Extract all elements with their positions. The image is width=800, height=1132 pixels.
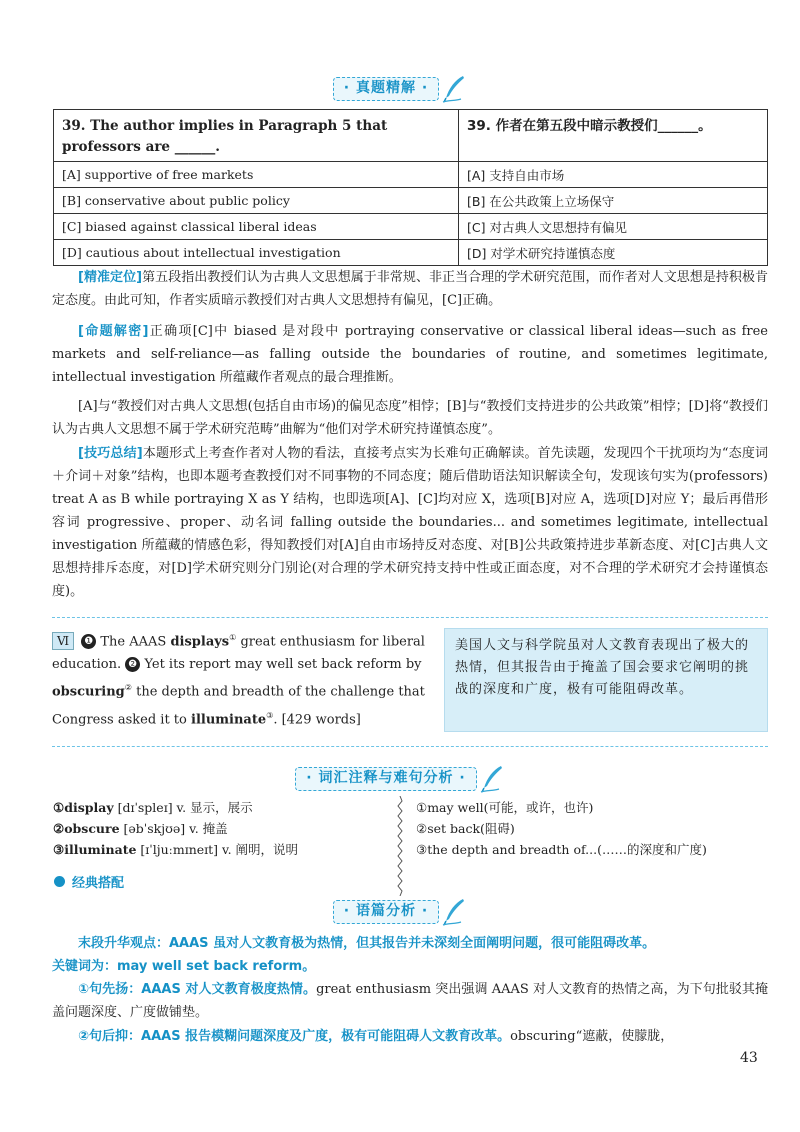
collocation-title: 经典搭配 (72, 876, 125, 891)
quill-icon (441, 74, 467, 104)
sentence-2c: . (273, 711, 278, 727)
sentence-1a: The AAAS (100, 634, 167, 650)
option-a-en: [A] supportive of free markets (54, 162, 459, 188)
quill-icon (479, 764, 505, 794)
collocation-heading (54, 872, 124, 891)
analysis-decode-text: 正确项[C]中 biased 是对段中 portraying conservative or classical liberal ideas—such as free markets and self-reliance—as falling outside the boundaries of routine, and sometimes legitimate, intellectual investigation 所蕴藏作者观点的最合理推断。 (52, 324, 768, 385)
option-b-en: [B] conservative about public policy (54, 188, 459, 214)
vocab-word-display: displays (170, 634, 230, 650)
vocab-definition: [əbˈskjʊə] v. 掩盖 (119, 821, 228, 836)
phrase-item: ①may well(可能，或许，也许) (416, 800, 594, 815)
question-en-stem: 39. The author implies in Paragraph 5 that professors are ______. (54, 110, 459, 162)
discourse-s1-tag: ①句先扬：AAAS 对人文教育极度热情。 (78, 982, 317, 997)
discourse-summary-text: 末段升华观点：AAAS 虽对人文教育极为热情，但其报告并未深刻全面阐明问题，很可能阻碍改革。 (78, 936, 656, 951)
analysis-locate-text: 第五段指出教授们认为古典人文思想属于非常规、非正当合理的学术研究范围，而作者对人文思想是持积极肯定态度。由此可知，作者实质暗示教授们对古典人文思想持有偏见，[C]正确。 (52, 270, 768, 308)
vocab-word-illuminate: illuminate (191, 711, 267, 727)
section-banner-vocab (270, 764, 530, 794)
phrase-item: ③the depth and breadth of...(……的深度和广度) (416, 842, 707, 857)
note-marker-2: ② (124, 683, 132, 693)
analysis-distractors: [A]与“教授们对古典人文思想(包括自由市场)的偏见态度”相悖；[B]与“教授们支持进步的公共政策”相悖；[D]将“教授们认为古典人文思想不属于学术研究范畴”曲解为“他们对学术研究持谨慎态度”。 (52, 399, 768, 437)
vocab-list (53, 797, 383, 860)
passage-paragraph (52, 626, 432, 731)
vocab-term: ③illuminate (53, 842, 137, 857)
banner-label: · 真题精解 · (333, 77, 439, 101)
banner-label: · 语篇分析 · (333, 900, 439, 924)
discourse-keywords (52, 955, 768, 978)
paragraph-number: Ⅵ (52, 632, 74, 650)
phrase-list (416, 797, 768, 860)
banner-label: · 词汇注释与难句分析 · (295, 767, 476, 791)
note-marker-1: ① (229, 633, 237, 642)
option-c-cn: [C] 对古典人文思想持有偏见 (459, 214, 768, 240)
option-d-en: [D] cautious about intellectual investigation (54, 240, 459, 266)
page-number: 43 (740, 1050, 758, 1066)
option-b-cn: [B] 在公共政策上立场保守 (459, 188, 768, 214)
option-a-cn: [A] 支持自由市场 (459, 162, 768, 188)
divider (52, 617, 768, 618)
discourse-sentence-2 (52, 1025, 768, 1048)
discourse-keywords-text: 关键词为：may well set back reform。 (52, 959, 316, 974)
analysis-tips (52, 442, 768, 603)
vocab-term: ②obscure (53, 821, 120, 836)
bullet-dot-icon (54, 876, 65, 887)
vocab-definition: [dɪˈspleɪ] v. 显示，展示 (113, 800, 253, 815)
sentence-marker-2: ❷ (125, 657, 140, 672)
section-banner-discourse (300, 897, 500, 927)
question-table (53, 109, 768, 266)
discourse-s2-tag: ②句后抑：AAAS 报告模糊问题深度及广度，极有可能阻碍人文教育改革。 (78, 1029, 511, 1044)
vocab-item (53, 818, 383, 839)
tag-tips: [技巧总结] (78, 446, 143, 461)
vocab-definition: [ɪˈljuːmɪneɪt] v. 阐明，说明 (136, 842, 299, 857)
tag-locate: [精准定位] (78, 270, 143, 285)
discourse-s1-text: great enthusiasm 突出强调 AAAS 对人文教育的热情之高，为下句批驳其掩盖问题深度、广度做铺垫。 (52, 982, 768, 1020)
tag-decode: [命题解密] (78, 324, 149, 339)
vocab-term: ①display (53, 800, 114, 815)
sentence-marker-1: ❶ (81, 634, 96, 649)
note-marker-3: ③ (266, 710, 274, 720)
vocab-word-obscuring: obscuring (52, 684, 125, 700)
analysis-locate (52, 266, 768, 312)
zigzag-divider (397, 796, 403, 896)
quill-icon (441, 897, 467, 927)
translation-box: 美国人文与科学院虽对人文教育表现出了极大的热情，但其报告由于掩盖了国会要求它阐明的挑战的深度和广度，极有可能阻碍改革。 (444, 628, 768, 732)
option-d-cn: [D] 对学术研究持谨慎态度 (459, 240, 768, 266)
sentence-1b: great enthusiasm for liberal education. (52, 634, 425, 673)
question-cn-stem: 39. 作者在第五段中暗示教授们______。 (459, 110, 768, 162)
vocab-item (53, 839, 383, 860)
phrase-item: ②set back(阻碍) (416, 821, 515, 836)
discourse-s2-text: obscuring“遮蔽，使朦胧， (510, 1029, 674, 1044)
discourse-sentence-1 (52, 978, 768, 1024)
discourse-summary (52, 932, 768, 955)
sentence-2a: Yet its report may well set back reform by (144, 657, 422, 673)
analysis-tips-text: 本题形式上考查作者对人物的看法，直接考点实为长难句正确解读。首先读题，发现四个干扰项均为“态度词＋介词＋对象”结构，也即本题考查教授们对不同事物的不同态度；随后借助语法知识解读全句，发现该句实为(professors) treat A as B while portraying X as Y 结构，也即选项[A]、[C]均对应 X，选项[B]对应 A，选项[D]对应 Y；最后再借形容词 progressive、proper、动名词 falling outside the boundaries... and sometimes legitimate, intellectual investigation 所蕴藏的情感色彩，得知教授们对[A]自由市场持反对态度、对[B]公共政策持进步革新态度、对[C]古典人文思想持排斥态度，对[D]学术研究则分门别论(对合理的学术研究持支持中性或正面态度，对不合理的学术研究才会持谨慎态度)。 (52, 446, 768, 599)
divider (52, 746, 768, 747)
option-c-en: [C] biased against classical liberal ideas (54, 214, 459, 240)
word-count: [429 words] (281, 711, 361, 727)
vocab-item (53, 797, 383, 818)
analysis-decode (52, 320, 768, 389)
section-banner-exam-analysis (300, 74, 500, 104)
sentence-2b: the depth and breadth of the challenge that Congress asked it to (52, 684, 425, 727)
